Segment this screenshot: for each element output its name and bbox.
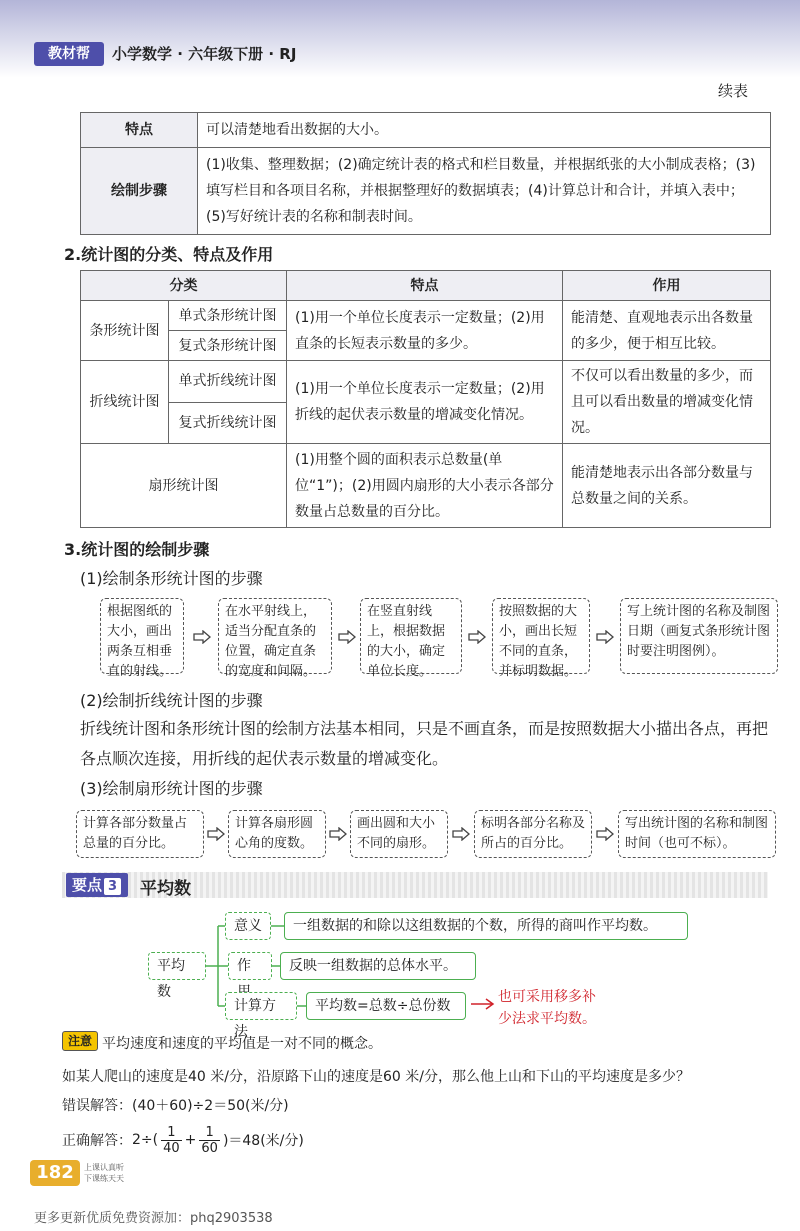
section-3-title: 3.统计图的绘制步骤 — [64, 540, 210, 559]
header-band — [0, 0, 800, 78]
row-value: (1)收集、整理数据；(2)确定统计表的格式和栏目数量，并根据纸张的大小制成表格；(3)填写栏目和各项目名称，并根据整理好的数据填表；(4)计算总计和合计，并填入表中；(5)写好统计表的名称和制表时间。 — [198, 148, 771, 235]
subcategory-cell: 单式折线统计图 — [169, 361, 287, 403]
mindmap-method-content: 平均数=总数÷总份数 — [306, 992, 466, 1020]
correct-answer-pre: 2÷( — [132, 1132, 159, 1148]
right-arrow-icon — [207, 827, 225, 841]
badge-number: 3 — [104, 878, 121, 895]
bar-step-5: 写上统计图的名称及制图日期（画复式条形统计图时要注明图例）。 — [620, 598, 778, 674]
use-cell: 能清楚地表示出各部分数量与总数量之间的关系。 — [563, 444, 771, 528]
wrong-answer-label: 错误解答： — [62, 1098, 132, 1114]
pie-step-1: 计算各部分数量占总量的百分比。 — [76, 810, 204, 858]
right-arrow-icon — [338, 630, 356, 644]
right-arrow-icon — [452, 827, 470, 841]
red-arrow-icon — [470, 998, 496, 1010]
footer-slogan — [84, 1162, 124, 1184]
bar-step-3: 在竖直射线上，根据数据的大小，确定单位长度。 — [360, 598, 462, 674]
wrong-answer-text: (40＋60)÷2＝50(米/分) — [132, 1098, 289, 1114]
plus-sign: + — [184, 1132, 197, 1148]
mindmap-meaning-content: 一组数据的和除以这组数据的个数，所得的商叫作平均数。 — [284, 912, 688, 940]
continued-label: 续表 — [717, 82, 748, 100]
footer-slogan-1: 上课认真听 — [84, 1163, 124, 1172]
notice-tag: 注意 — [62, 1031, 98, 1051]
key-point-badge — [66, 873, 128, 897]
bar-step-2: 在水平射线上，适当分配直条的位置，确定直条的宽度和间隔。 — [218, 598, 332, 674]
notice-text: 平均速度和速度的平均值是一对不同的概念。 — [102, 1036, 382, 1052]
pie-step-2: 计算各扇形圆心角的度数。 — [228, 810, 326, 858]
right-arrow-icon — [596, 630, 614, 644]
right-arrow-icon — [596, 827, 614, 841]
header-use: 作用 — [563, 271, 771, 301]
line-steps-text: 折线统计图和条形统计图的绘制方法基本相同，只是不画直条，而是按照数据大小描出各点，再把各点顺次连接，用折线的起伏表示数量的增减变化。 — [80, 719, 769, 768]
feature-cell: (1)用一个单位长度表示一定数量；(2)用直条的长短表示数量的多少。 — [287, 301, 563, 361]
category-cell: 扇形统计图 — [81, 444, 287, 528]
footer-slogan-2: 下课练天天 — [84, 1174, 124, 1183]
header-feature: 特点 — [287, 271, 563, 301]
table-row — [81, 113, 771, 148]
table-header-row — [81, 271, 771, 301]
example-question: 如某人爬山的速度是40 米/分，沿原路下山的速度是60 米/分，那么他上山和下山的平均速度是多少？ — [62, 1069, 690, 1085]
table-row — [81, 444, 771, 528]
key-point-title: 平均数 — [140, 879, 191, 899]
use-cell: 不仅可以看出数量的多少，而且可以看出数量的增减变化情况。 — [563, 361, 771, 444]
line-steps-subtitle: (2)绘制折线统计图的步骤 — [80, 691, 263, 710]
bar-step-1: 根据图纸的大小，画出两条互相垂直的射线。 — [100, 598, 184, 674]
subcategory-cell: 单式条形统计图 — [169, 301, 287, 331]
section-2-title: 2.统计图的分类、特点及作用 — [64, 245, 274, 264]
stat-table-continued — [80, 112, 771, 235]
row-label: 绘制步骤 — [81, 148, 198, 235]
table-row — [81, 361, 771, 403]
badge-label: 要点 — [72, 876, 103, 894]
row-value: 可以清楚地看出数据的大小。 — [198, 113, 771, 148]
side-note: 也可采用移多补少法求平均数。 — [498, 989, 596, 1027]
wrong-answer — [62, 1095, 289, 1115]
mindmap-branch-function: 作 — [228, 952, 272, 980]
fraction-numerator: 1 — [205, 1124, 214, 1140]
chart-types-table — [80, 270, 771, 528]
pie-step-4: 标明各部分名称及所占的百分比。 — [474, 810, 592, 858]
fraction-1-40 — [161, 1125, 182, 1156]
fraction-denominator: 40 — [163, 1140, 180, 1156]
subcategory-cell: 复式折线统计图 — [169, 402, 287, 444]
mindmap-branch-method: 计算方法 — [225, 992, 297, 1020]
bar-step-4: 按照数据的大小，画出长短不同的直条，并标明数据。 — [492, 598, 590, 674]
pie-step-5: 写出统计图的名称和制图时间（也可不标）。 — [618, 810, 776, 858]
correct-answer — [62, 1122, 304, 1158]
fraction-1-60 — [199, 1125, 220, 1156]
book-title: 小学数学 · 六年级下册 · RJ — [112, 45, 297, 63]
use-cell: 能清楚、直观地表示出各数量的多少，便于相互比较。 — [563, 301, 771, 361]
mindmap-root: 平均数 — [148, 952, 206, 980]
watermark-text: 更多更新优质免费资源加：phq2903538 — [34, 1211, 273, 1226]
table-row — [81, 301, 771, 331]
fraction-denominator: 60 — [201, 1140, 218, 1156]
correct-answer-label: 正确解答： — [62, 1133, 132, 1149]
table-row — [81, 148, 771, 235]
category-cell: 折线统计图 — [81, 361, 169, 444]
feature-cell: (1)用一个单位长度表示一定数量；(2)用折线的起伏表示数量的增减变化情况。 — [287, 361, 563, 444]
category-cell: 条形统计图 — [81, 301, 169, 361]
pie-step-3: 画出圆和大小不同的扇形。 — [350, 810, 448, 858]
subcategory-cell: 复式条形统计图 — [169, 331, 287, 361]
page-number: 182 — [30, 1160, 80, 1186]
bar-steps-subtitle: (1)绘制条形统计图的步骤 — [80, 569, 263, 588]
right-arrow-icon — [468, 630, 486, 644]
feature-cell: (1)用整个圆的面积表示总数量(单位“1”)；(2)用圆内扇形的大小表示各部分数量占总数量的百分比。 — [287, 444, 563, 528]
book-tag: 教材帮 — [34, 42, 104, 66]
mindmap-branch-meaning: 意义 — [225, 912, 271, 940]
right-arrow-icon — [329, 827, 347, 841]
correct-answer-post: )＝48(米/分) — [222, 1133, 304, 1149]
mindmap-function-content: 反映一组数据的总体水平。 — [280, 952, 476, 980]
right-arrow-icon — [193, 630, 211, 644]
fraction-numerator: 1 — [167, 1124, 176, 1140]
row-label: 特点 — [81, 113, 198, 148]
pie-steps-subtitle: (3)绘制扇形统计图的步骤 — [80, 779, 263, 798]
header-category: 分类 — [81, 271, 287, 301]
